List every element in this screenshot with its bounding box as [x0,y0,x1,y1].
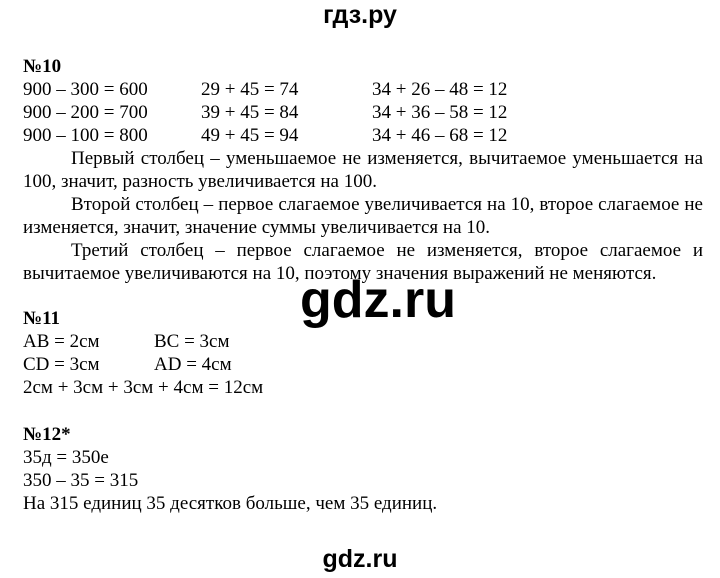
segment-length: AD = 4см [154,354,232,375]
equation-row [23,78,703,101]
segment-length: AB = 2см [23,331,100,352]
segment-length: CD = 3см [23,354,100,375]
solution-line: На 315 единиц 35 десятков больше, чем 35 единиц. [23,493,438,514]
explanation-paragraph: Третий столбец – первое слагаемое не изменяется, второе слагаемое и вычитаемое увеличиваются на 10, поэтому значения выражений не меняются. [23,240,703,284]
equation: 34 + 26 – 48 = 12 [372,79,508,100]
equation-row [23,101,703,124]
site-header-logo: гдз.ру [323,1,397,29]
equation: 34 + 46 – 68 = 12 [372,125,508,146]
task-12-heading: №12* [23,424,71,445]
equation: 900 – 100 = 800 [23,125,148,146]
solution-line: 35д = 350е [23,447,109,468]
task-10-heading: №10 [23,56,62,77]
perimeter-sum: 2см + 3см + 3см + 4см = 12см [23,377,264,398]
solution-line: 350 – 35 = 315 [23,470,139,491]
explanation-paragraph: Первый столбец – уменьшаемое не изменяется, вычитаемое уменьшается на 100, значит, разность увеличивается на 100. [23,148,703,192]
segment-row [23,330,703,353]
watermark-logo: gdz.ru [300,271,456,329]
task-11-heading: №11 [23,308,61,329]
equation: 29 + 45 = 74 [201,79,299,100]
equation: 34 + 36 – 58 = 12 [372,102,508,123]
segment-length: BC = 3см [154,331,230,352]
site-footer-logo: gdz.ru [322,545,398,573]
equation: 49 + 45 = 94 [201,125,299,146]
segment-row [23,353,703,376]
explanation-paragraph: Второй столбец – первое слагаемое увеличивается на 10, второе слагаемое не изменяется, значит, значение суммы увеличивается на 10. [23,194,703,238]
equation: 900 – 300 = 600 [23,79,148,100]
equation-row [23,124,703,147]
equation: 39 + 45 = 84 [201,102,299,123]
equation: 900 – 200 = 700 [23,102,148,123]
